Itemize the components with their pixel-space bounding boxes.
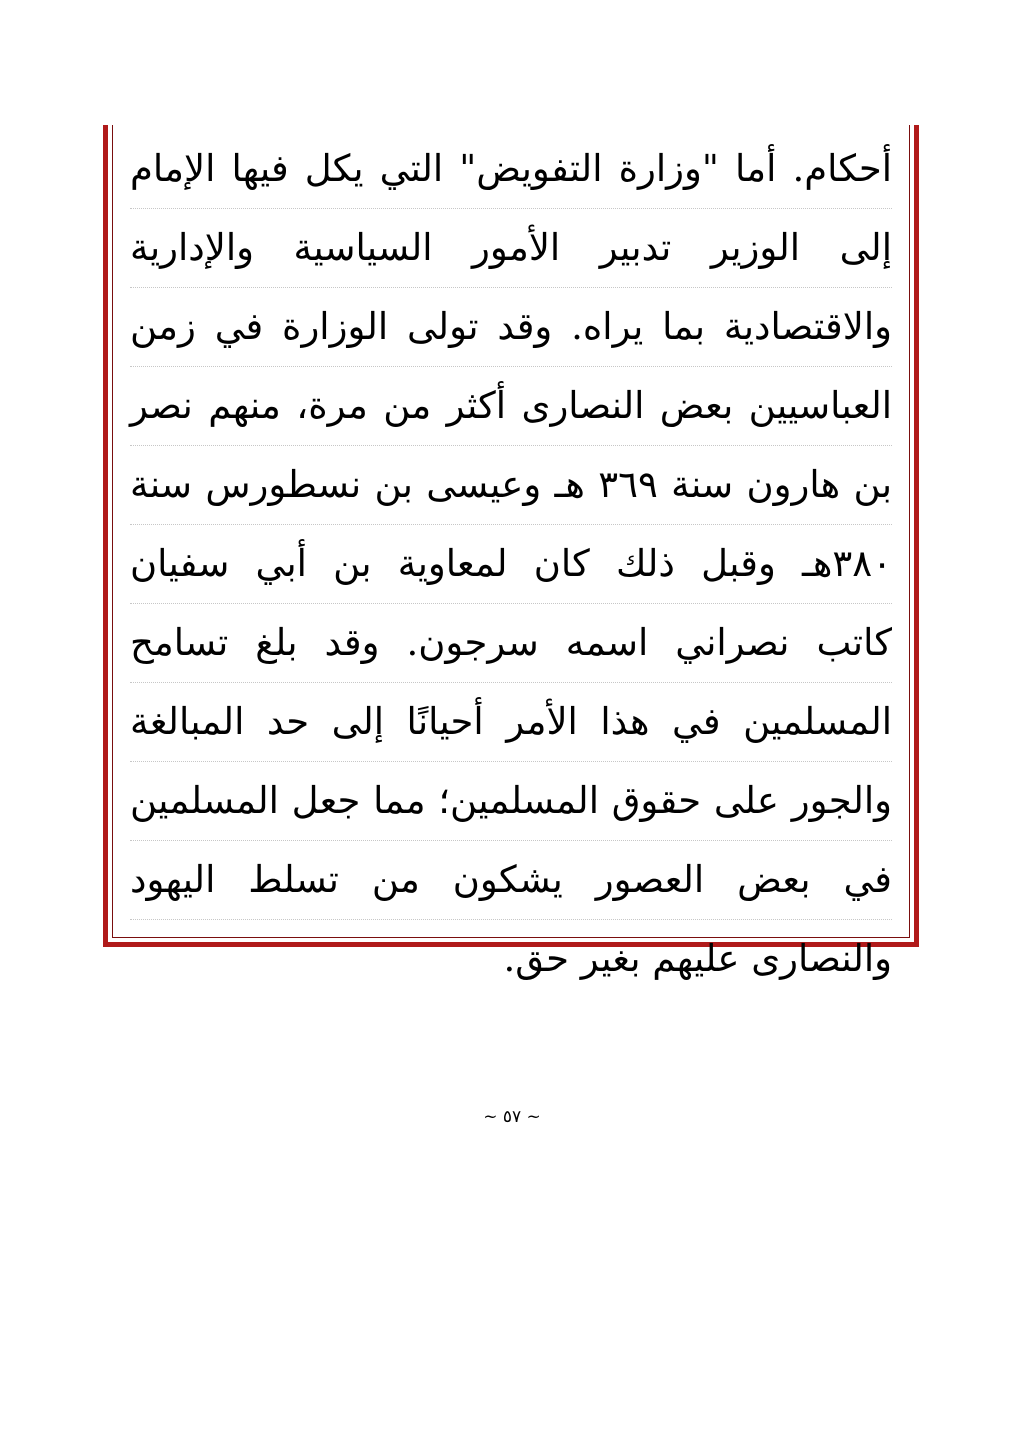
text-line-4: العباسيين بعض النصارى أكثر من مرة، منهم نصر — [130, 367, 892, 446]
text-line-2: إلى الوزير تدبير الأمور السياسية والإدارية — [130, 209, 892, 288]
text-line-7: كاتب نصراني اسمه سرجون. وقد بلغ تسامح — [130, 604, 892, 683]
page-number: ~ ٥٧ ~ — [483, 1107, 541, 1127]
text-line-1: أحكام. أما "وزارة التفويض" التي يكل فيها الإمام — [130, 130, 892, 209]
body-text — [130, 130, 892, 998]
text-line-11: والنصارى عليهم بغير حق. — [503, 937, 892, 980]
text-line-5: بن هارون سنة ٣٦٩ هـ وعيسى بن نسطورس سنة — [130, 446, 892, 525]
text-line-6: ٣٨٠هـ وقبل ذلك كان لمعاوية بن أبي سفيان — [130, 525, 892, 604]
text-line-9: والجور على حقوق المسلمين؛ مما جعل المسلمين — [130, 762, 892, 841]
text-line-3: والاقتصادية بما يراه. وقد تولى الوزارة في زمن — [130, 288, 892, 367]
text-line-8: المسلمين في هذا الأمر أحيانًا إلى حد المبالغة — [130, 683, 892, 762]
text-line-10: في بعض العصور يشكون من تسلط اليهود — [130, 841, 892, 920]
page-frame — [103, 125, 919, 980]
